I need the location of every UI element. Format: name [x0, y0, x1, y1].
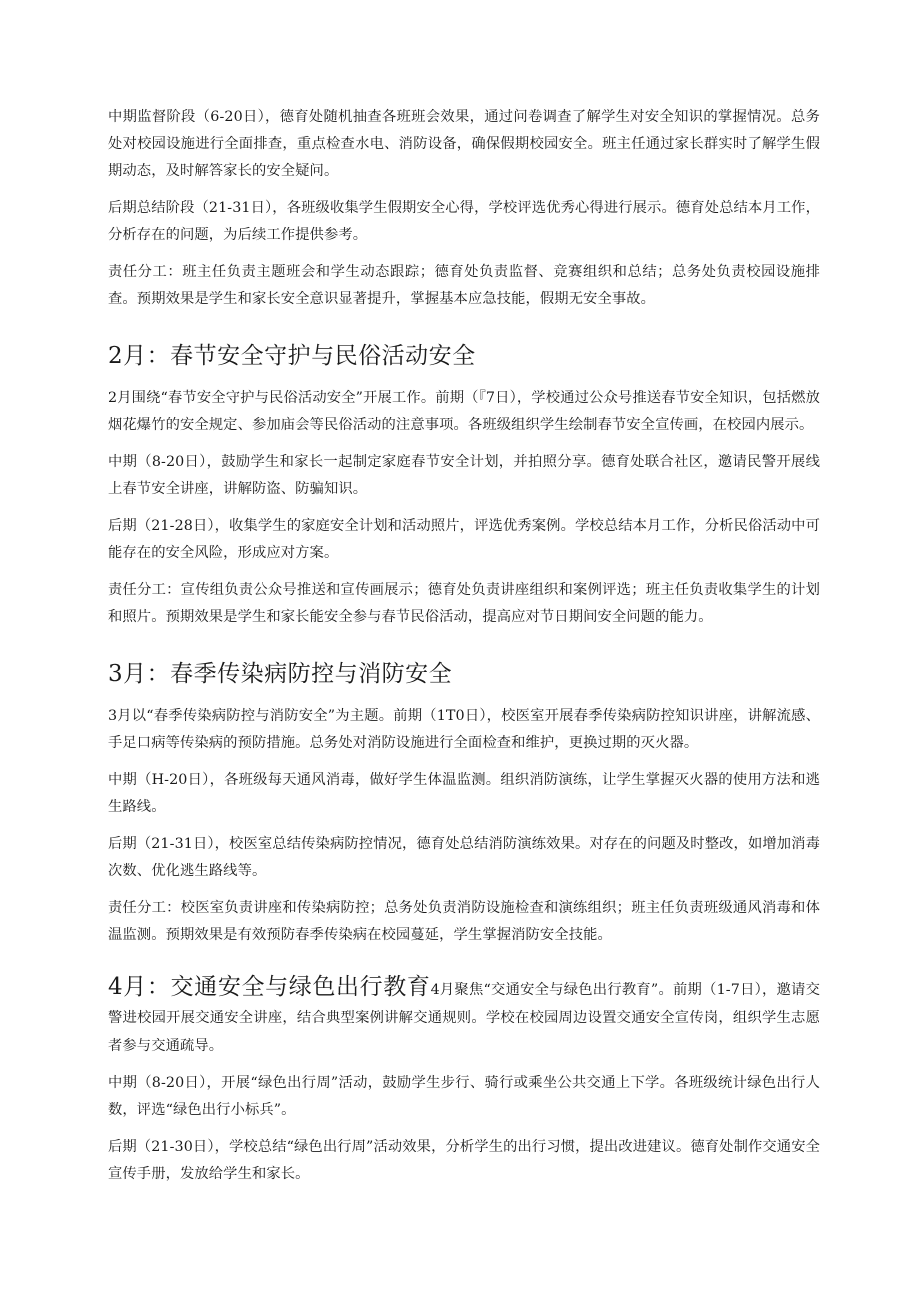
- paragraph-mar-responsibility: 责任分工：校医室负责讲座和传染病防控；总务处负责消防设施检查和演练组织；班主任负责班级通风消毒和体温监测。预期效果是有效预防春季传染病在校园蔓延，学生掌握消防安全技能。: [108, 900, 820, 943]
- paragraph-mar-final: 后期（21-31日），校医室总结传染病防控情况，德育处总结消防演练效果。对存在的问题及时整改，如增加消毒次数、优化逃生路线等。: [108, 836, 820, 879]
- paragraph-mar-early: 3月以“春季传染病防控与消防安全”为主题。前期（1T0日），校医室开展春季传染病防控知识讲座，讲解流感、手足口病等传染病的预防措施。总务处对消防设施进行全面检查和维护，更换过期的灭火器。: [108, 708, 820, 751]
- paragraph-jan-midterm: 中期监督阶段（6-20日），德育处随机抽查各班班会效果，通过问卷调查了解学生对安全知识的掌握情况。总务处对校园设施进行全面排查，重点检查水电、消防设备，确保假期校园安全。班主任通过家长群实时了解学生假期动态，及时解答家长的安全疑问。: [108, 109, 820, 179]
- paragraph-mar-midterm: 中期（H-20日），各班级每天通风消毒，做好学生体温监测。组织消防演练，让学生掌握灭火器的使用方法和逃生路线。: [108, 772, 820, 815]
- paragraph-feb-final: 后期（21-28日），收集学生的家庭安全计划和活动照片，评选优秀案例。学校总结本月工作，分析民俗活动中可能存在的安全风险，形成应对方案。: [108, 518, 820, 561]
- paragraph-jan-responsibility: 责任分工：班主任负责主题班会和学生动态跟踪；德育处负责监督、竞赛组织和总结；总务处负责校园设施排查。预期效果是学生和家长安全意识显著提升，掌握基本应急技能，假期无安全事故。: [108, 264, 820, 307]
- paragraph-feb-early: 2月围绕“春节安全守护与民俗活动安全”开展工作。前期（『7日），学校通过公众号推送春节安全知识，包括燃放烟花爆竹的安全规定、参加庙会等民俗活动的注意事项。各班级组织学生绘制春节安全宣传画，在校园内展示。: [108, 390, 820, 433]
- heading-april: 4月：交通安全与绿色出行教育: [108, 974, 431, 1000]
- paragraph-apr-midterm: 中期（8-20日），开展“绿色出行周”活动，鼓励学生步行、骑行或乘坐公共交通上下学。各班级统计绿色出行人数，评选“绿色出行小标兵”。: [108, 1075, 820, 1118]
- paragraph-apr-early-text: 4月聚焦“交通安全与绿色出行教育”。前期（1-7日），邀请交警进校园开展交通安全讲座，结合典型案例讲解交通规则。学校在校园周边设置交通安全宣传岗，组织学生志愿者参与交通疏导。: [108, 982, 820, 1054]
- paragraph-apr-early: [108, 973, 820, 1060]
- heading-march: 3月：春季传染病防控与消防安全: [108, 661, 453, 687]
- paragraph-feb-midterm: 中期（8-20日），鼓励学生和家长一起制定家庭春节安全计划，并拍照分享。德育处联合社区，邀请民警开展线上春节安全讲座，讲解防盗、防骗知识。: [108, 454, 820, 497]
- paragraph-apr-final: 后期（21-30日），学校总结“绿色出行周”活动效果，分析学生的出行习惯，提出改进建议。德育处制作交通安全宣传手册，发放给学生和家长。: [108, 1139, 820, 1182]
- paragraph-feb-responsibility: 责任分工：宣传组负责公众号推送和宣传画展示；德育处负责讲座组织和案例评选；班主任负责收集学生的计划和照片。预期效果是学生和家长能安全参与春节民俗活动，提高应对节日期间安全问题的能力。: [108, 582, 820, 625]
- heading-february: 2月：春节安全守护与民俗活动安全: [108, 343, 476, 369]
- paragraph-jan-final: 后期总结阶段（21-31日），各班级收集学生假期安全心得，学校评选优秀心得进行展示。德育处总结本月工作，分析存在的问题，为后续工作提供参考。: [108, 200, 820, 243]
- document-page: [108, 104, 820, 1198]
